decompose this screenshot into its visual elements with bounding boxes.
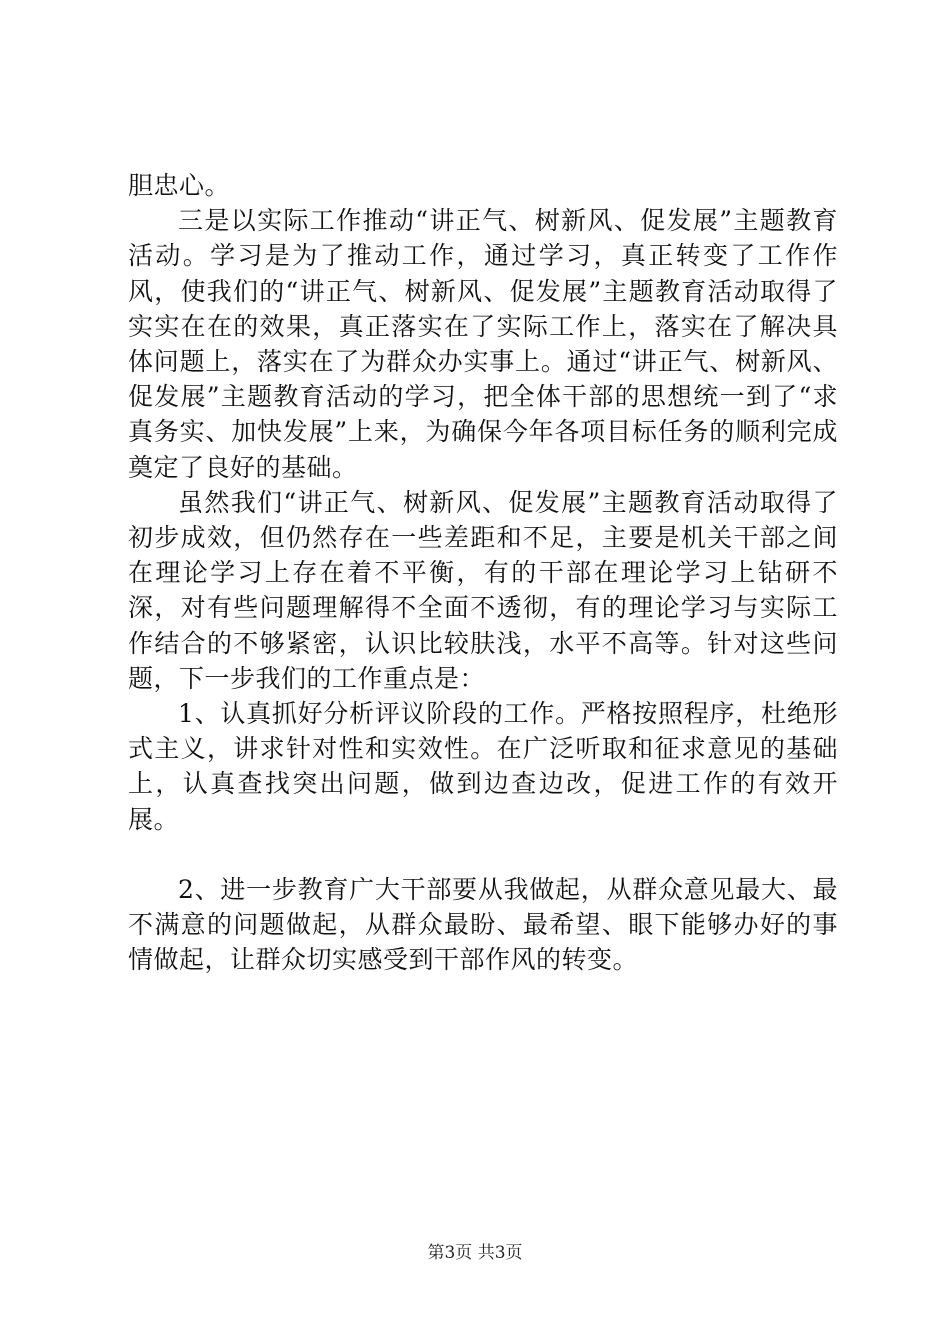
paragraph-item-1: 1、认真抓好分析评议阶段的工作。严格按照程序，杜绝形式主义，讲求针对性和实效性。在广泛听取和征求意见的基础上，认真查找突出问题，做到边查边改，促进工作的有效开展。 [128,699,838,834]
page-footer: 第3页 共3页 [427,1243,523,1263]
document-body [128,168,838,977]
paragraph-continuation: 胆忠心。 [128,171,231,200]
paragraph-item-2: 2、进一步教育广大干部要从我做起，从群众意见最大、最不满意的问题做起，从群众最盼、最希望、眼下能够办好的事情做起，让群众切实感受到干部作风的转变。 [128,874,838,975]
paragraph-third-point: 三是以实际工作推动“讲正气、树新风、促发展”主题教育活动。学习是为了推动工作，通过学习，真正转变了工作作风，使我们的“讲正气、树新风、促发展”主题教育活动取得了实实在在的效果，真正落实在了实际工作上，落实在了解决具体问题上，落实在了为群众办实事上。通过“讲正气、树新风、促发展”主题教育活动的学习，把全体干部的思想统一到了“求真务实、加快发展”上来，为确保今年各项目标任务的顺利完成奠定了良好的基础。 [128,206,838,482]
paragraph-spacer [128,837,838,872]
paragraph-shortcomings: 虽然我们“讲正气、树新风、促发展”主题教育活动取得了初步成效，但仍然存在一些差距和不足，主要是机关干部之间在理论学习上存在着不平衡，有的干部在理论学习上钻研不深，对有些问题理解得不全面不透彻，有的理论学习与实际工作结合的不够紧密，认识比较肤浅，水平不高等。针对这些问题，下一步我们的工作重点是： [128,487,838,693]
